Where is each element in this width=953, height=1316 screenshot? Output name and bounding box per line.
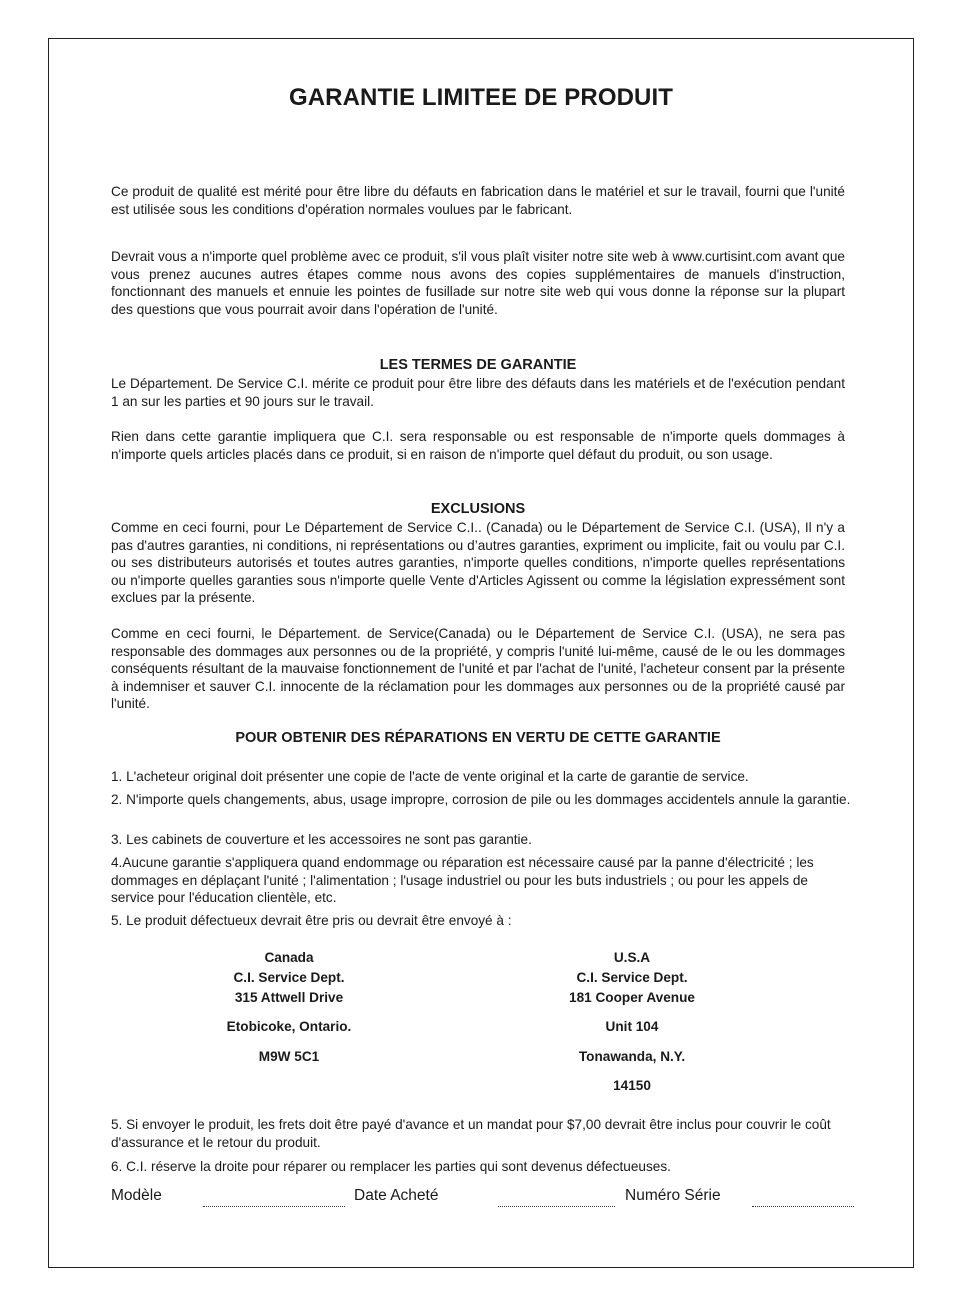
terms-heading: LES TERMES DE GARANTIE	[379, 357, 577, 373]
repairs-heading: POUR OBTENIR DES RÉPARATIONS EN VERTU DE CETTE GARANTIE	[235, 730, 721, 746]
model-label: Modèle	[111, 1187, 162, 1204]
repair-item-after-2: 6. C.I. réserve la droite pour réparer ou remplacer les parties qui sont devenus défectueuses.	[111, 1159, 671, 1174]
intro-paragraph-1: Ce produit de qualité est mérité pour être libre du défauts en fabrication dans le matériel et sur le travail, fourni que l'unité est utilisée sous les conditions d'opération normales voulues par le fabricant.	[111, 184, 845, 217]
usa-address-city: Tonawanda, N.Y.	[578, 1049, 686, 1064]
model-field[interactable]	[203, 1206, 345, 1207]
repair-item-4: 4.Aucune garantie s'appliquera quand endommage ou réparation est nécessaire causé par la panne d'électricité ; les dommages en déplaçant l'unité ; l'alimentation ; l'usage industriel ou pour les buts industriels ; ou pour les appels de service pour l'éducation clientèle, etc.	[111, 855, 814, 905]
canada-address-postal: M9W 5C1	[258, 1049, 320, 1064]
repair-item-after-1: 5. Si envoyer le produit, les frets doit être payé d'avance et un mandat pour $7,00 devrait être inclus pour couvrir le coût d'assurance et le retour du produit.	[111, 1117, 831, 1150]
repair-item-5: 5. Le produit défectueux devrait être pris ou devrait être envoyé à :	[111, 913, 512, 928]
intro-paragraph-2: Devrait vous a n'importe quel problème avec ce produit, s'il vous plaît visiter notre site web à www.curtisint.com avant que vous prenez aucunes autres étapes comme nous avons des copies supplémentaires de manuels d'instruction, fonctionnant des manuels et ennuie les pointes de fusillade sur notre site web qui vous donne la réponse sur la plupart des questions que vous pourrait avoir dans l'opération de l'unité.	[111, 249, 845, 317]
page-title: GARANTIE LIMITEE DE PRODUIT	[288, 84, 674, 111]
usa-address-zip: 14150	[613, 1078, 651, 1093]
exclusions-paragraph-2: Comme en ceci fourni, le Département. de Service(Canada) ou le Département de Service C.I. (USA), ne sera pas responsable des dommages aux personnes ou de la propriété, y compris l'unité lui-même, causé de le ou les dommages conséquents résultant de la mauvaise fonctionnement de l'unité et par l'achat de l'unité, l'acheteur consent par la présente à indemniser et sauver C.I. innocente de la réclamation pour les dommages aux personnes ou de la propriété causé par l'unité.	[111, 626, 845, 711]
canada-address-street: 315 Attwell Drive	[234, 990, 344, 1005]
repair-item-1: 1. L'acheteur original doit présenter une copie de l'acte de vente original et la carte de garantie de service.	[111, 769, 749, 784]
canada-address-city: Etobicoke, Ontario.	[226, 1019, 352, 1034]
usa-address-unit: Unit 104	[605, 1019, 659, 1034]
exclusions-paragraph-1: Comme en ceci fourni, pour Le Département de Service C.I.. (Canada) ou le Département de Service C.I. (USA), Il n'y a pas d'autres garanties, ni conditions, ni représentations ou d’autres garanties, expriment ou implicite, fait ou voulu par C.I. ou ses distributeurs autorisés et toutes autres garanties, n'importe quelles conditions, n'importe quelles représentations ou n'importe quelles garanties sous n'importe quelle Vente d'Articles Agissent ou comme la législation expressément sont exclues par la présente.	[111, 520, 845, 605]
canada-address-country: Canada	[264, 950, 314, 965]
usa-address-country: U.S.A	[613, 950, 651, 965]
usa-address-dept: C.I. Service Dept.	[576, 970, 688, 985]
date-purchased-label: Date Acheté	[354, 1187, 439, 1204]
repair-item-2: 2. N'importe quels changements, abus, usage impropre, corrosion de pile ou les dommages accidentels annule la garantie.	[111, 792, 851, 807]
terms-paragraph-1: Le Département. De Service C.I. mérite ce produit pour être libre des défauts dans les matériels et de l'exécution pendant 1 an sur les parties et 90 jours sur le travail.	[111, 376, 845, 409]
usa-address-street: 181 Cooper Avenue	[569, 990, 695, 1005]
date-purchased-field[interactable]	[498, 1206, 615, 1207]
canada-address-dept: C.I. Service Dept.	[233, 970, 345, 985]
serial-number-label: Numéro Série	[625, 1187, 721, 1204]
serial-number-field[interactable]	[752, 1206, 854, 1207]
terms-paragraph-2: Rien dans cette garantie impliquera que C.I. sera responsable ou est responsable de n'importe quels dommages à n'importe quels articles placés dans ce produit, si en raison de n'importe quel défaut du produit, ou son usage.	[111, 429, 845, 462]
exclusions-heading: EXCLUSIONS	[430, 501, 526, 517]
repair-item-3: 3. Les cabinets de couverture et les accessoires ne sont pas garantie.	[111, 832, 532, 847]
